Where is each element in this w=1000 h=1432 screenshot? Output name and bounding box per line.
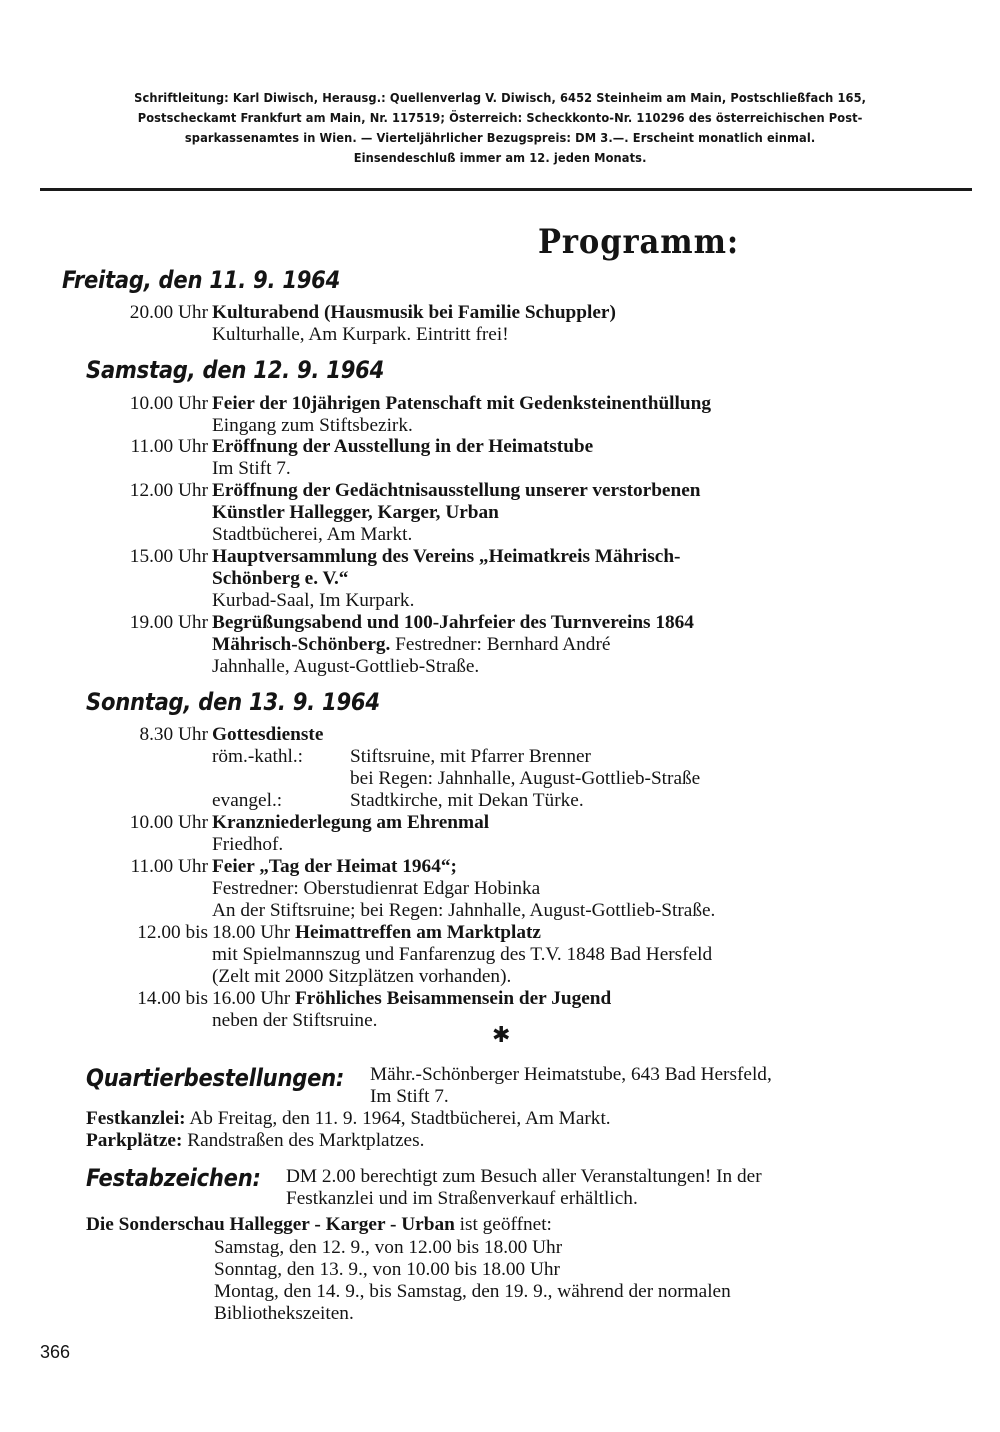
event-title-cont: Künstler Hallegger, Karger, Urban — [212, 502, 499, 523]
event-time: 14.00 bis — [137, 988, 208, 1009]
event-detail: Friedhof. — [212, 834, 284, 855]
event-time: 10.00 Uhr — [129, 812, 208, 833]
event-time: 11.00 Uhr — [130, 436, 208, 457]
event-time: 10.00 Uhr — [129, 393, 208, 414]
event-detail: Jahnhalle, August-Gottlieb-Straße. — [212, 656, 480, 677]
event-title: Feier der 10jährigen Patenschaft mit Gedenksteinenthüllung — [212, 393, 711, 414]
sonderschau-intro: Die Sonderschau Hallegger - Karger - Urban ist geöffnet: — [86, 1214, 552, 1235]
event-time: 11.00 Uhr — [130, 856, 208, 877]
event-title-cont: Mährisch-Schönberg. Festredner: Bernhard André — [212, 634, 611, 655]
event-title: Feier „Tag der Heimat 1964“; — [212, 856, 457, 877]
event-detail: Kulturhalle, Am Kurpark. Eintritt frei! — [212, 324, 509, 345]
event-time: 12.00 Uhr — [129, 480, 208, 501]
sonderschau-line: Montag, den 14. 9., bis Samstag, den 19. 9., während der normalen — [214, 1281, 731, 1302]
sonderschau-line: Sonntag, den 13. 9., von 10.00 bis 18.00 Uhr — [214, 1259, 560, 1280]
event-title: Kranzniederlegung am Ehrenmal — [212, 812, 490, 833]
masthead-line-1: Schriftleitung: Karl Diwisch, Herausg.: Quellenverlag V. Diwisch, 6452 Steinheim am Main, Postschließfach 165, — [134, 91, 867, 105]
event-title: 16.00 Uhr Fröhliches Beisammensein der Jugend — [212, 988, 612, 1009]
header-rule — [40, 188, 972, 191]
event-title: Kulturabend (Hausmusik bei Familie Schuppler) — [212, 302, 616, 323]
event-time: 19.00 Uhr — [129, 612, 208, 633]
event-detail: An der Stiftsruine; bei Regen: Jahnhalle, August-Gottlieb-Straße. — [212, 900, 716, 921]
event-detail: Im Stift 7. — [212, 458, 291, 479]
quartier-heading: Quartierbestellungen: — [86, 1064, 345, 1092]
day-heading-saturday: Samstag, den 12. 9. 1964 — [86, 356, 385, 384]
page-number: 366 — [40, 1342, 71, 1362]
masthead-line-2: Postscheckamt Frankfurt am Main, Nr. 117519; Österreich: Scheckkonto-Nr. 110296 des österreichischen Post- — [137, 111, 863, 125]
event-time: 15.00 Uhr — [129, 546, 208, 567]
day-heading-sunday: Sonntag, den 13. 9. 1964 — [86, 688, 380, 716]
service-text: Stadtkirche, mit Dekan Türke. — [350, 790, 584, 811]
event-title: Eröffnung der Ausstellung in der Heimatstube — [212, 436, 594, 457]
service-text: bei Regen: Jahnhalle, August-Gottlieb-Straße — [350, 768, 701, 789]
event-title: Hauptversammlung des Vereins „Heimatkreis Mährisch- — [212, 546, 681, 567]
event-time: 20.00 Uhr — [129, 302, 208, 323]
service-text: Stiftsruine, mit Pfarrer Brenner — [350, 746, 591, 767]
quartier-line-2: Im Stift 7. — [370, 1086, 449, 1107]
masthead — [50, 88, 950, 168]
day-heading-friday: Freitag, den 11. 9. 1964 — [62, 266, 341, 294]
event-title-cont: Schönberg e. V.“ — [212, 568, 349, 589]
festabzeichen-line-2: Festkanzlei und im Straßenverkauf erhältlich. — [286, 1188, 638, 1209]
event-title: Eröffnung der Gedächtnisausstellung unserer verstorbenen — [212, 480, 701, 501]
service-label: evangel.: — [212, 790, 283, 811]
star-separator-icon: ✱ — [492, 1023, 511, 1048]
program-title: Programm: — [538, 222, 740, 262]
event-detail: Eingang zum Stiftsbezirk. — [212, 415, 413, 436]
masthead-line-4: Einsendeschluß immer am 12. jeden Monats. — [353, 151, 647, 165]
event-time: 8.30 Uhr — [139, 724, 208, 745]
event-title: 18.00 Uhr Heimattreffen am Marktplatz — [212, 922, 541, 943]
event-title: Begrüßungsabend und 100-Jahrfeier des Turnvereins 1864 — [212, 612, 694, 633]
festkanzlei: Festkanzlei: Ab Freitag, den 11. 9. 1964, Stadtbücherei, Am Markt. — [86, 1108, 611, 1129]
sonderschau-line: Bibliothekszeiten. — [214, 1303, 354, 1324]
festabzeichen-heading: Festabzeichen: — [86, 1164, 261, 1192]
masthead-line-3: sparkassenamtes in Wien. — Vierteljährlicher Bezugspreis: DM 3.—. Erscheint monatlich einmal. — [184, 131, 816, 145]
event-detail: (Zelt mit 2000 Sitzplätzen vorhanden). — [212, 966, 512, 987]
event-detail: Stadtbücherei, Am Markt. — [212, 524, 413, 545]
event-title: Gottesdienste — [212, 724, 324, 745]
quartier-line-1: Mähr.-Schönberger Heimatstube, 643 Bad Hersfeld, — [370, 1064, 772, 1085]
event-time: 12.00 bis — [137, 922, 208, 943]
event-detail: mit Spielmannszug und Fanfarenzug des T.V. 1848 Bad Hersfeld — [212, 944, 713, 965]
event-detail: Festredner: Oberstudienrat Edgar Hobinka — [212, 878, 541, 899]
parkplaetze: Parkplätze: Randstraßen des Marktplatzes. — [86, 1130, 425, 1151]
event-detail: neben der Stiftsruine. — [212, 1010, 378, 1031]
sonderschau-line: Samstag, den 12. 9., von 12.00 bis 18.00 Uhr — [214, 1237, 563, 1258]
event-detail: Kurbad-Saal, Im Kurpark. — [212, 590, 415, 611]
festabzeichen-line-1: DM 2.00 berechtigt zum Besuch aller Veranstaltungen! In der — [286, 1166, 762, 1187]
service-label: röm.-kathl.: — [212, 746, 304, 767]
